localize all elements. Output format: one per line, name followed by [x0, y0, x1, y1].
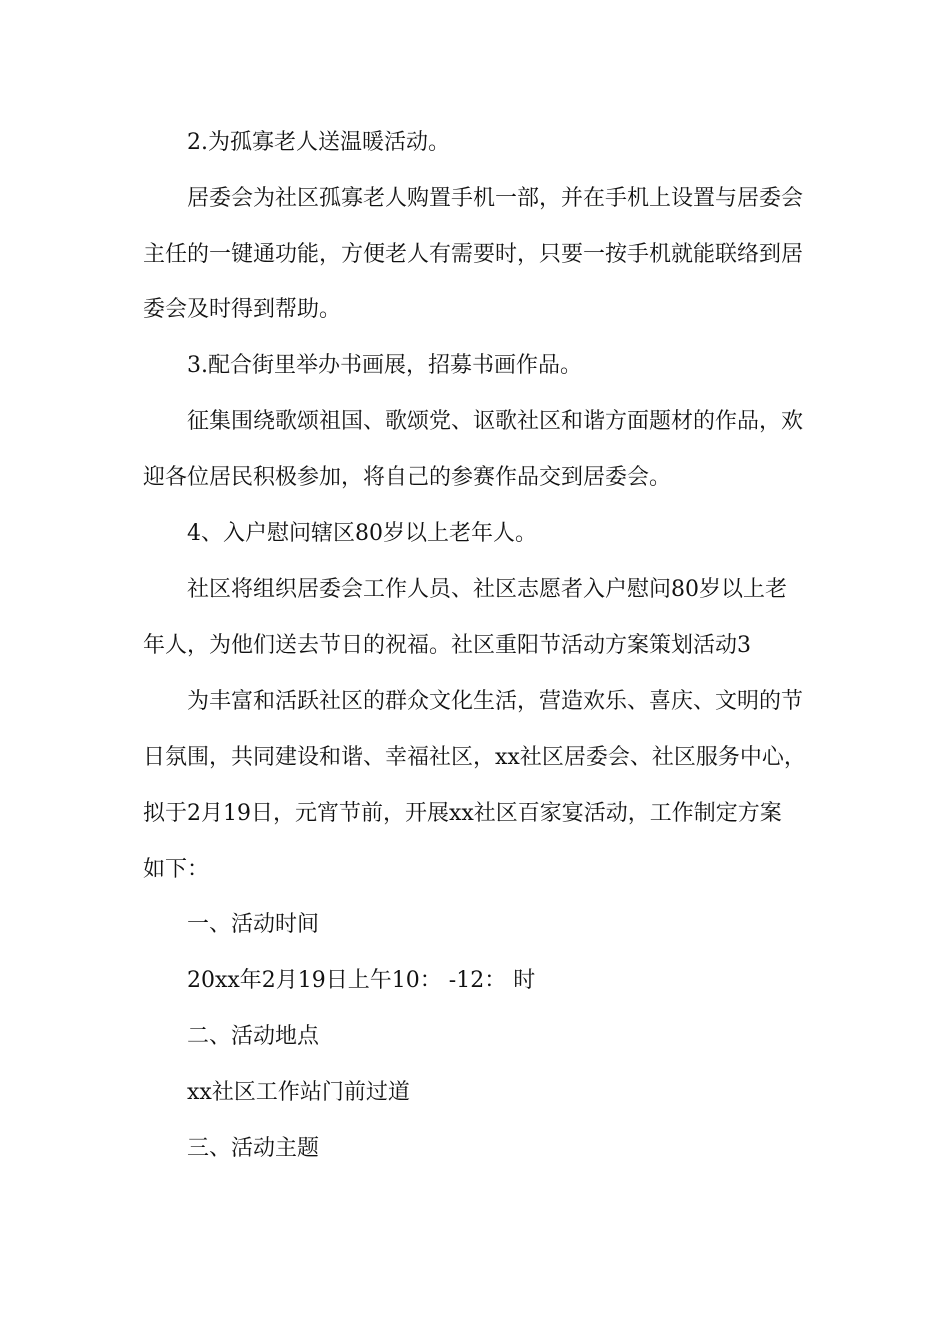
item-heading-3: 3.配合街里举办书画展，招募书画作品。	[187, 353, 582, 378]
paragraph-line: 拟于2月19日，元宵节前，开展xx社区百家宴活动，工作制定方案	[143, 801, 782, 826]
item-heading-2: 2.为孤寡老人送温暖活动。	[187, 130, 450, 155]
item-heading-4: 4、入户慰问辖区80岁以上老年人。	[187, 521, 537, 546]
paragraph-line: 日氛围，共同建设和谐、幸福社区，xx社区居委会、社区服务中心，	[143, 745, 806, 770]
section-heading-location: 二、活动地点	[187, 1024, 320, 1049]
paragraph-line: 征集围绕歌颂祖国、歌颂党、讴歌社区和谐方面题材的作品，欢	[187, 409, 804, 434]
section-heading-time: 一、活动时间	[187, 912, 320, 937]
paragraph-line: 居委会为社区孤寡老人购置手机一部，并在手机上设置与居委会	[187, 186, 804, 211]
paragraph-line: 年人，为他们送去节日的祝福。社区重阳节活动方案策划活动3	[143, 633, 751, 658]
paragraph-line: 主任的一键通功能，方便老人有需要时，只要一按手机就能联络到居	[143, 242, 804, 267]
paragraph-line: 迎各位居民积极参加，将自己的参赛作品交到居委会。	[143, 465, 672, 490]
paragraph-line: 为丰富和活跃社区的群众文化生活，营造欢乐、喜庆、文明的节	[187, 689, 804, 714]
paragraph-line: 委会及时得到帮助。	[143, 297, 342, 322]
event-time-text: 20xx年2月19日上午10： -12： 时	[187, 968, 536, 993]
paragraph-line: 如下：	[143, 857, 210, 882]
event-location-text: xx社区工作站门前过道	[187, 1080, 410, 1105]
paragraph-line: 社区将组织居委会工作人员、社区志愿者入户慰问80岁以上老	[187, 577, 787, 602]
section-heading-theme: 三、活动主题	[187, 1136, 320, 1161]
